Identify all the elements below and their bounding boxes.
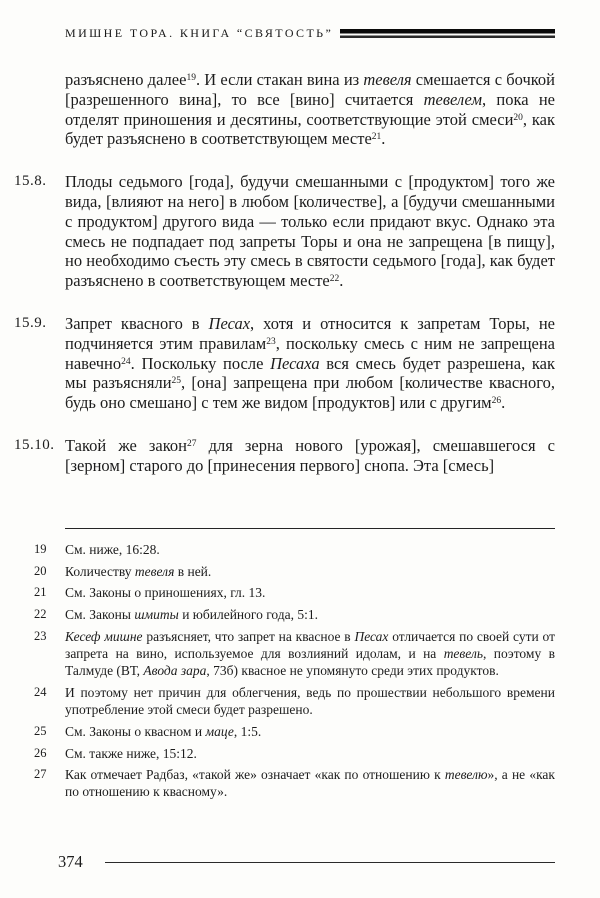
paragraph-number: 15.8. [14, 173, 47, 190]
paragraph-15-10 [14, 435, 555, 476]
header-rule [340, 29, 555, 38]
footnote-26 [34, 745, 555, 762]
body-text [0, 70, 600, 499]
footnote-text: См. Законы о приношениях, гл. 13. [65, 585, 266, 601]
footnote-number: 26 [34, 745, 47, 760]
footnote-text: И поэтому нет причин для облегчения, ведь по прошествии небольшого времени употребление этой смеси будет разрешено. [65, 684, 555, 718]
footnote-text: См. ниже, 16:28. [65, 542, 160, 557]
running-head: МИШНЕ ТОРА. КНИГА “СВЯТОСТЬ” [65, 26, 334, 40]
footnote-number: 24 [34, 684, 47, 699]
footnote-text: Как отмечает Радбаз, «такой же» означает «как по отношению к тевелю», а не «как по отношению к квасному». [65, 767, 555, 800]
footnote-21 [34, 584, 555, 601]
footnotes-section [0, 541, 555, 805]
paragraph-continuation [65, 70, 555, 149]
footnote-text: См. Законы о квасном и маце, 1:5. [65, 723, 262, 739]
paragraph-text: Такой же закон$^{27}$ для зерна нового [урожая], смешавшегося с [зерном] старого до [принесения первого] снопа. Эта [смесь] [65, 435, 555, 475]
footnote-number: 25 [34, 723, 47, 738]
footnote-number: 27 [34, 767, 47, 782]
page-number: 374 [58, 852, 83, 871]
footnote-text: См. Законы шмиты и юбилейного года, 5:1. [65, 607, 319, 623]
footnote-text: См. также ниже, 15:12. [65, 745, 197, 761]
page-footer [58, 852, 555, 872]
footnote-number: 21 [34, 585, 47, 600]
footnote-number: 23 [34, 628, 47, 643]
paragraph-text: Плоды седьмого [года], будучи смешанными с [продуктом] того же вида, [влияют на него] в любом [количестве], а [будучи смешанными с продуктом] другого вида — только если придают вкус. Однако эта смесь не подпадает под запреты Торы и она не запрещена [в пищу], но необходимо съесть эту смесь в святости седьмого [года], как будет разъяснено в соответствующем месте$^{22}$. [65, 172, 555, 291]
paragraph-15-9 [14, 313, 556, 413]
footnote-22 [34, 606, 555, 623]
footnote-number: 20 [34, 563, 47, 578]
footnote-24 [34, 684, 555, 718]
footnote-27 [34, 766, 555, 800]
footnote-number: 19 [34, 542, 47, 556]
footnote-20 [34, 563, 555, 580]
footnote-number: 22 [34, 607, 47, 622]
paragraph-text: Запрет квасного в Песах, хотя и относится к запретам Торы, не подчиняется этим правилам$^{23}$, поскольку смесь с ним не запрещена навечно$^{24}$. Поскольку после Песаха вся смесь будет разрешена, как мы разъясняли$^{25}$, [она] запрещена при любом [количестве квасного, будь оно смешано] с тем же видом [продуктов] или с другим$^{26}$. [65, 313, 556, 413]
footnote-23 [34, 628, 555, 680]
paragraph-number: 15.9. [14, 314, 47, 331]
footnote-separator [65, 528, 555, 529]
footnote-text: Кесеф мишне разъясняет, что запрет на квасное в Песах отличается по своей сути от запрета на вино, используемое для возлияний идолам, и на тевель, поэтому в Талмуде (ВТ, Авода зара, 73б) квасное не упомянуто среди этих продуктов. [65, 628, 555, 679]
paragraph-15-8 [14, 172, 555, 291]
footnote-25 [34, 723, 555, 740]
footer-rule [105, 862, 555, 863]
footnote-19 [34, 541, 555, 558]
footnote-text: Количеству тевеля в ней. [65, 563, 212, 579]
page-header [65, 26, 555, 41]
paragraph-number: 15.10. [14, 436, 55, 453]
paragraph-text: разъяснено далее$^{19}$. И если стакан вина из тевеля смешается с бочкой [разрешенного вина], то все [вино] считается тевелем, пока не отделят приношения и десятины, соответствующие этой смеси$^{20}$, как будет разъяснено в соответствующем месте$^{21}$. [65, 70, 556, 149]
